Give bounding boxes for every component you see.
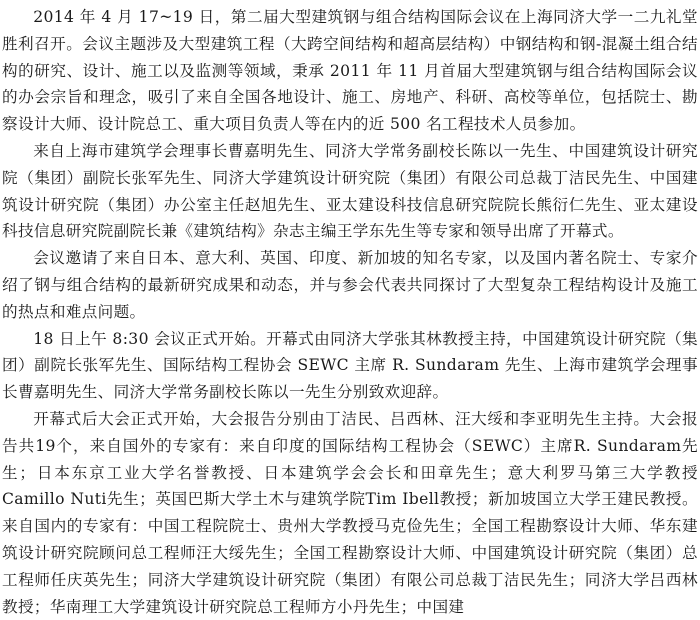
paragraph-attendees: 来自上海市建筑学会理事长曹嘉明先生、同济大学常务副校长陈以一先生、中国建筑设计研究院（集团）副院长张军先生、同济大学建筑设计研究院（集团）有限公司总裁丁洁民先生、中国建筑设计研究院（集团）办公室主任赵旭先生、亚太建设科技信息研究院院长熊衍仁先生、亚太建设科技信息研究院副院长兼《建筑结构》杂志主编王学东先生等专家和领导出席了开幕式。 — [2, 141, 698, 241]
paragraph-keynote-reports: 开幕式后大会正式开始，大会报告分别由丁洁民、吕西林、汪大绥和李亚明先生主持。大会报告共19个，来自国外的专家有：来自印度的国际结构工程协会（SEWC）主席R. Sundaram先生；日本东京工业大学名誉教授、日本建筑学会会长和田章先生；意大利罗马第三大学教授Camillo Nuti先生；英国巴斯大学土木与建筑学院Tim Ibell教授；新加坡国立大学王建民教授。来自国内的专家有：中国工程院院士、贵州大学教授马克俭先生；全国工程勘察设计大师、华东建筑设计研究院顾问总工程师汪大绥先生；全国工程勘察设计大师、中国建筑设计研究院（集团）总工程师任庆英先生；同济大学建筑设计研究院（集团）有限公司总裁丁洁民先生；同济大学吕西林教授；华南理工大学建筑设计研究院总工程师方小丹先生；中国建 — [2, 409, 698, 616]
paragraph-invited-experts: 会议邀请了来自日本、意大利、英国、印度、新加坡的知名专家，以及国内著名院士、专家介绍了钢与组合结构的最新研究成果和动态，并与参会代表共同探讨了大型复杂工程结构设计及施工的热点和难点问题。 — [2, 249, 698, 321]
paragraph-opening-ceremony: 18 日上午 8:30 会议正式开始。开幕式由同济大学张其林教授主持，中国建筑设计研究院（集团）副院长张军先生、国际结构工程协会 SEWC 主席 R. Sundaram 先生、上海市建筑学会理事长曹嘉明先生、同济大学常务副校长陈以一先生分别致欢迎辞。 — [2, 329, 698, 402]
paragraph-opening: 2014 年 4 月 17~19 日，第二届大型建筑钢与组合结构国际会议在上海同济大学一二九礼堂胜利召开。会议主题涉及大型建筑工程（大跨空间结构和超高层结构）中钢结构和钢-混凝土组合结构的研究、设计、施工以及监测等领域，秉承 2011 年 11 月首届大型建筑钢与组合结构国际会议的办会宗旨和理念，吸引了来自全国各地设计、施工、房地产、科研、高校等单位，包括院士、勘察设计大师、设计院总工、重大项目负责人等在内的近 500 名工程技术人员参加。 — [2, 8, 698, 134]
